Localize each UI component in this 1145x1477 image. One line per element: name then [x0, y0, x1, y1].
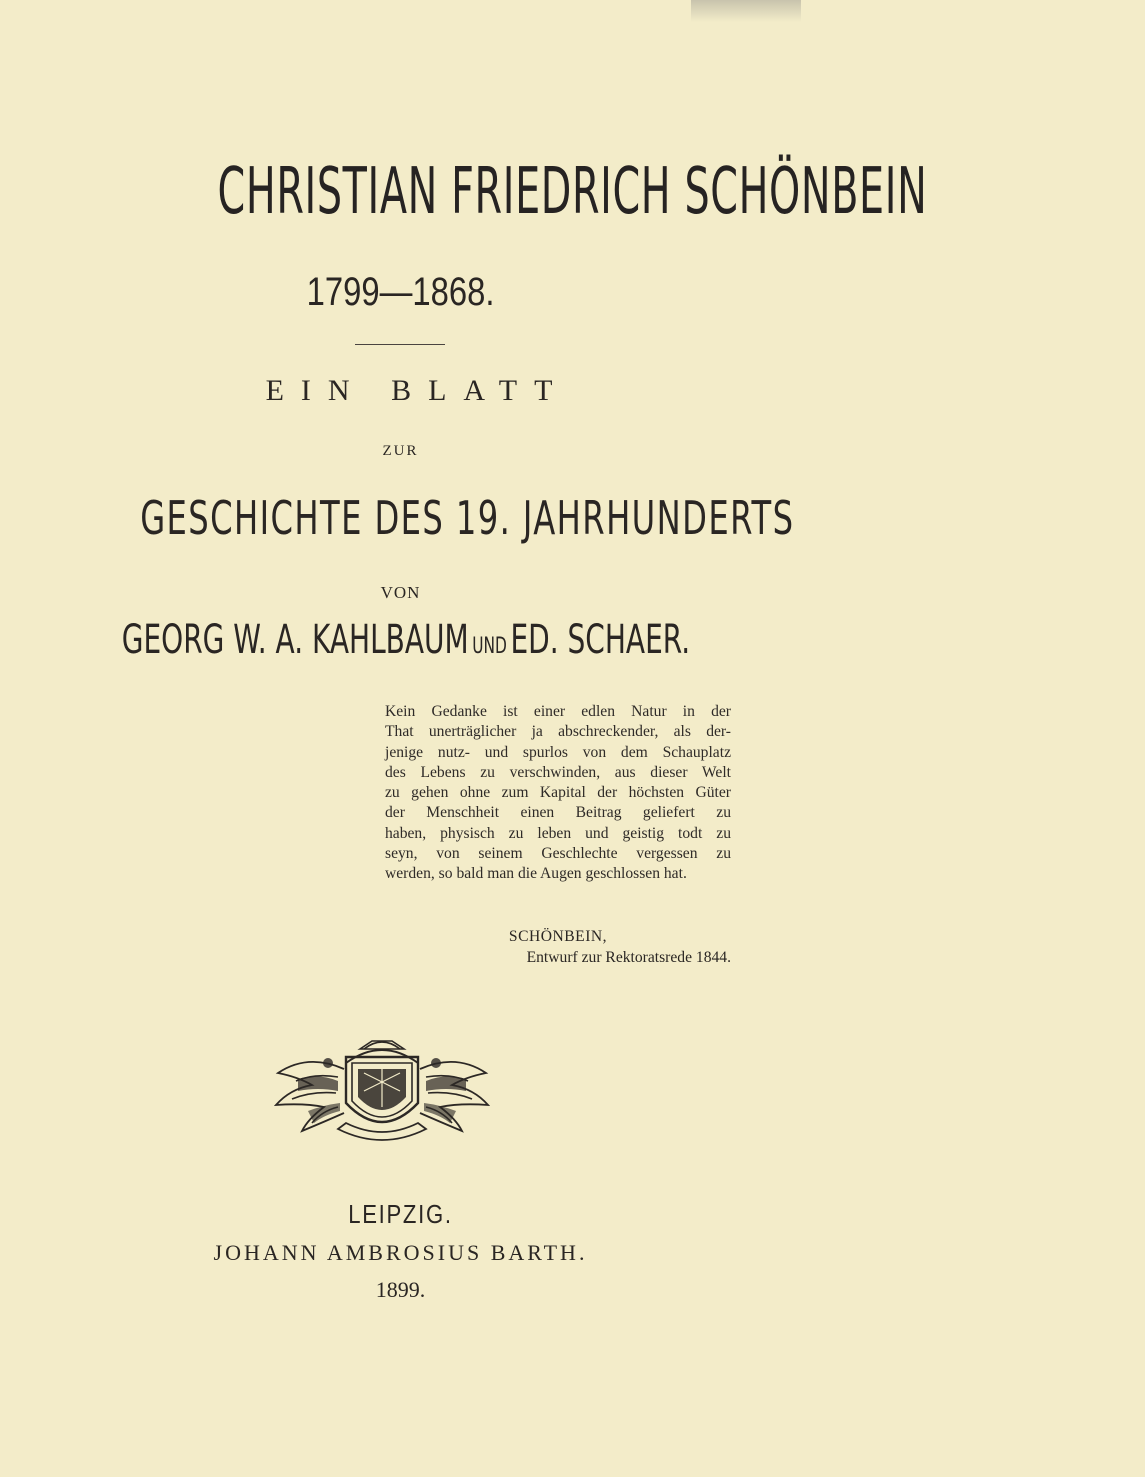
- epigraph-line: werden, so bald man die Augen geschlossen hat.: [385, 865, 687, 883]
- book-title: [0, 155, 928, 229]
- page-corner-stain: [691, 0, 801, 22]
- author-conjunction: UND: [472, 634, 507, 659]
- subtitle-ein-blatt: EIN BLATT: [265, 374, 570, 407]
- epigraph-line: Kein Gedanke ist einer edlen Natur in der: [385, 703, 731, 720]
- publisher-emblem-icon: [268, 1033, 496, 1153]
- author-1: GEORG W. A. KAHLBAUM: [121, 617, 469, 663]
- divider-rule: [355, 344, 445, 345]
- subtitle-geschichte: GESCHICHTE DES 19. JAHRHUNDERTS: [140, 491, 795, 545]
- epigraph-line: jenige nutz- und spurlos von dem Schauplatz: [385, 743, 731, 761]
- epigraph-line: des Lebens zu verschwinden, aus dieser Welt: [385, 763, 731, 781]
- epigraph-line: der Menschheit einen Beitrag geliefert zu: [385, 804, 731, 822]
- book-title-text: CHRISTIAN FRIEDRICH SCHÖNBEIN: [217, 155, 928, 229]
- authors-line: [0, 617, 801, 663]
- imprint-year: 1899.: [375, 1277, 426, 1302]
- author-2: ED. SCHAER.: [510, 617, 691, 663]
- epigraph-source: Entwurf zur Rektoratsrede 1844.: [526, 949, 731, 966]
- epigraph-line: seyn, von seinem Geschlechte vergessen zu: [385, 845, 731, 863]
- imprint-city: LEIPZIG.: [348, 1199, 453, 1229]
- epigraph: [385, 702, 731, 885]
- epigraph-line: That unerträglicher ja abschreckender, als der-: [385, 723, 731, 741]
- life-years: 1799—1868.: [306, 270, 495, 314]
- subtitle-von: VON: [380, 583, 421, 602]
- subtitle-zur: ZUR: [382, 443, 419, 459]
- epigraph-author: SCHÖNBEIN,: [508, 928, 608, 945]
- epigraph-line: haben, physisch zu leben und geistig todt zu: [385, 824, 731, 842]
- imprint-publisher: JOHANN AMBROSIUS BARTH.: [213, 1240, 588, 1265]
- epigraph-line: zu gehen ohne zum Kapital der höchsten Güter: [385, 784, 731, 802]
